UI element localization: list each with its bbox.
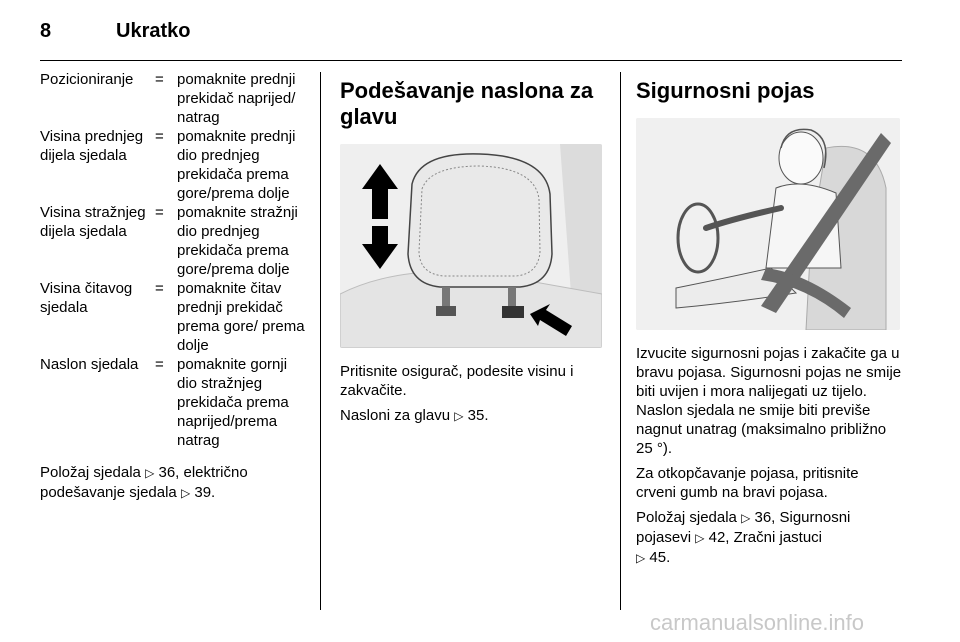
headrest-illustration (340, 144, 602, 348)
reference-arrow-icon: ▷ (741, 511, 751, 525)
definition-equals: = (155, 128, 164, 145)
definition-row (40, 355, 308, 450)
seatbelt-cross-reference (636, 508, 902, 568)
reference-arrow-icon: ▷ (695, 531, 705, 545)
reference-arrow-icon: ▷ (454, 409, 464, 423)
seat-cross-reference (40, 463, 308, 503)
reference-text: podešavanje sjedala (40, 484, 177, 501)
reference-link[interactable]: 36, električno (158, 464, 248, 481)
seatbelt-release-instruction: Za otkopčavanje pojasa, pritisnite crveni gumb na bravi pojasa. (636, 465, 859, 501)
section-title: Podešavanje naslona za glavu (340, 78, 594, 129)
definition-row (40, 203, 308, 279)
definition-description: pomaknite stražnji dio prednjeg prekidača prema gore/prema dolje (177, 204, 298, 278)
reference-text: Nasloni za glavu (340, 407, 451, 424)
definition-equals: = (155, 71, 164, 88)
definition-term: Pozicioniranje (40, 71, 134, 88)
reference-arrow-icon: ▷ (180, 486, 191, 500)
reference-link[interactable]: 45. (649, 549, 671, 566)
reference-link[interactable]: 35. (467, 407, 489, 424)
definition-row (40, 127, 308, 203)
section-title: Sigurnosni pojas (636, 78, 815, 103)
seatbelt-illustration (636, 118, 900, 330)
headrest-image (340, 144, 602, 348)
reference-text: Položaj sjedala (636, 509, 737, 526)
definition-equals: = (155, 280, 164, 297)
definition-equals: = (155, 204, 164, 221)
definition-description: pomaknite gornji dio stražnjeg prekidača prema naprijed/prema natrag (177, 356, 289, 449)
seatbelt-instruction: Izvucite sigurnosni pojas i zakačite ga u bravu pojasa. Sigurnosni pojas ne smije biti uvijen i mora nalijegati uz tijelo. Naslon sjedala ne smije biti previše nagnut unatrag (maksimalno približno 25 °). (636, 345, 902, 457)
column-divider-1 (320, 72, 321, 610)
definition-term: Visina stražnjeg dijela sjedala (40, 204, 146, 240)
reference-text: Položaj sjedala (40, 464, 141, 481)
definition-description: pomaknite prednji prekidač naprijed/ natrag (177, 71, 296, 126)
watermark: carmanualsonline.info (650, 610, 865, 635)
reference-arrow-icon: ▷ (636, 551, 646, 565)
page-number: 8 (40, 20, 52, 42)
headrest-cross-reference (340, 406, 602, 426)
headrest-instruction: Pritisnite osigurač, podesite visinu i zakvačite. (340, 363, 574, 399)
definition-row (40, 70, 308, 127)
header-rule (40, 60, 902, 61)
page-header (40, 20, 920, 50)
definition-equals: = (155, 356, 164, 373)
definition-description: pomaknite prednji dio prednjeg prekidača prema gore/prema dolje (177, 128, 296, 202)
column-seatbelt (636, 70, 902, 574)
column-headrest (340, 70, 602, 432)
reference-link[interactable]: 36, Sigurnosni pojasevi (636, 509, 851, 546)
definition-row (40, 279, 308, 355)
column-seat-adjustment (40, 70, 308, 509)
definition-term: Visina prednjeg dijela sjedala (40, 128, 144, 164)
definition-description: pomaknite čitav prednji prekidač prema gore/ prema dolje (177, 280, 305, 354)
reference-arrow-icon: ▷ (145, 466, 155, 480)
seatbelt-image (636, 118, 900, 330)
chapter-title: Ukratko (116, 20, 191, 42)
column-divider-2 (620, 72, 621, 610)
definition-term: Naslon sjedala (40, 356, 139, 373)
reference-link[interactable]: 39. (194, 484, 216, 501)
definition-term: Visina čitavog sjedala (40, 280, 133, 316)
reference-link[interactable]: 42, Zračni jastuci (708, 529, 823, 546)
